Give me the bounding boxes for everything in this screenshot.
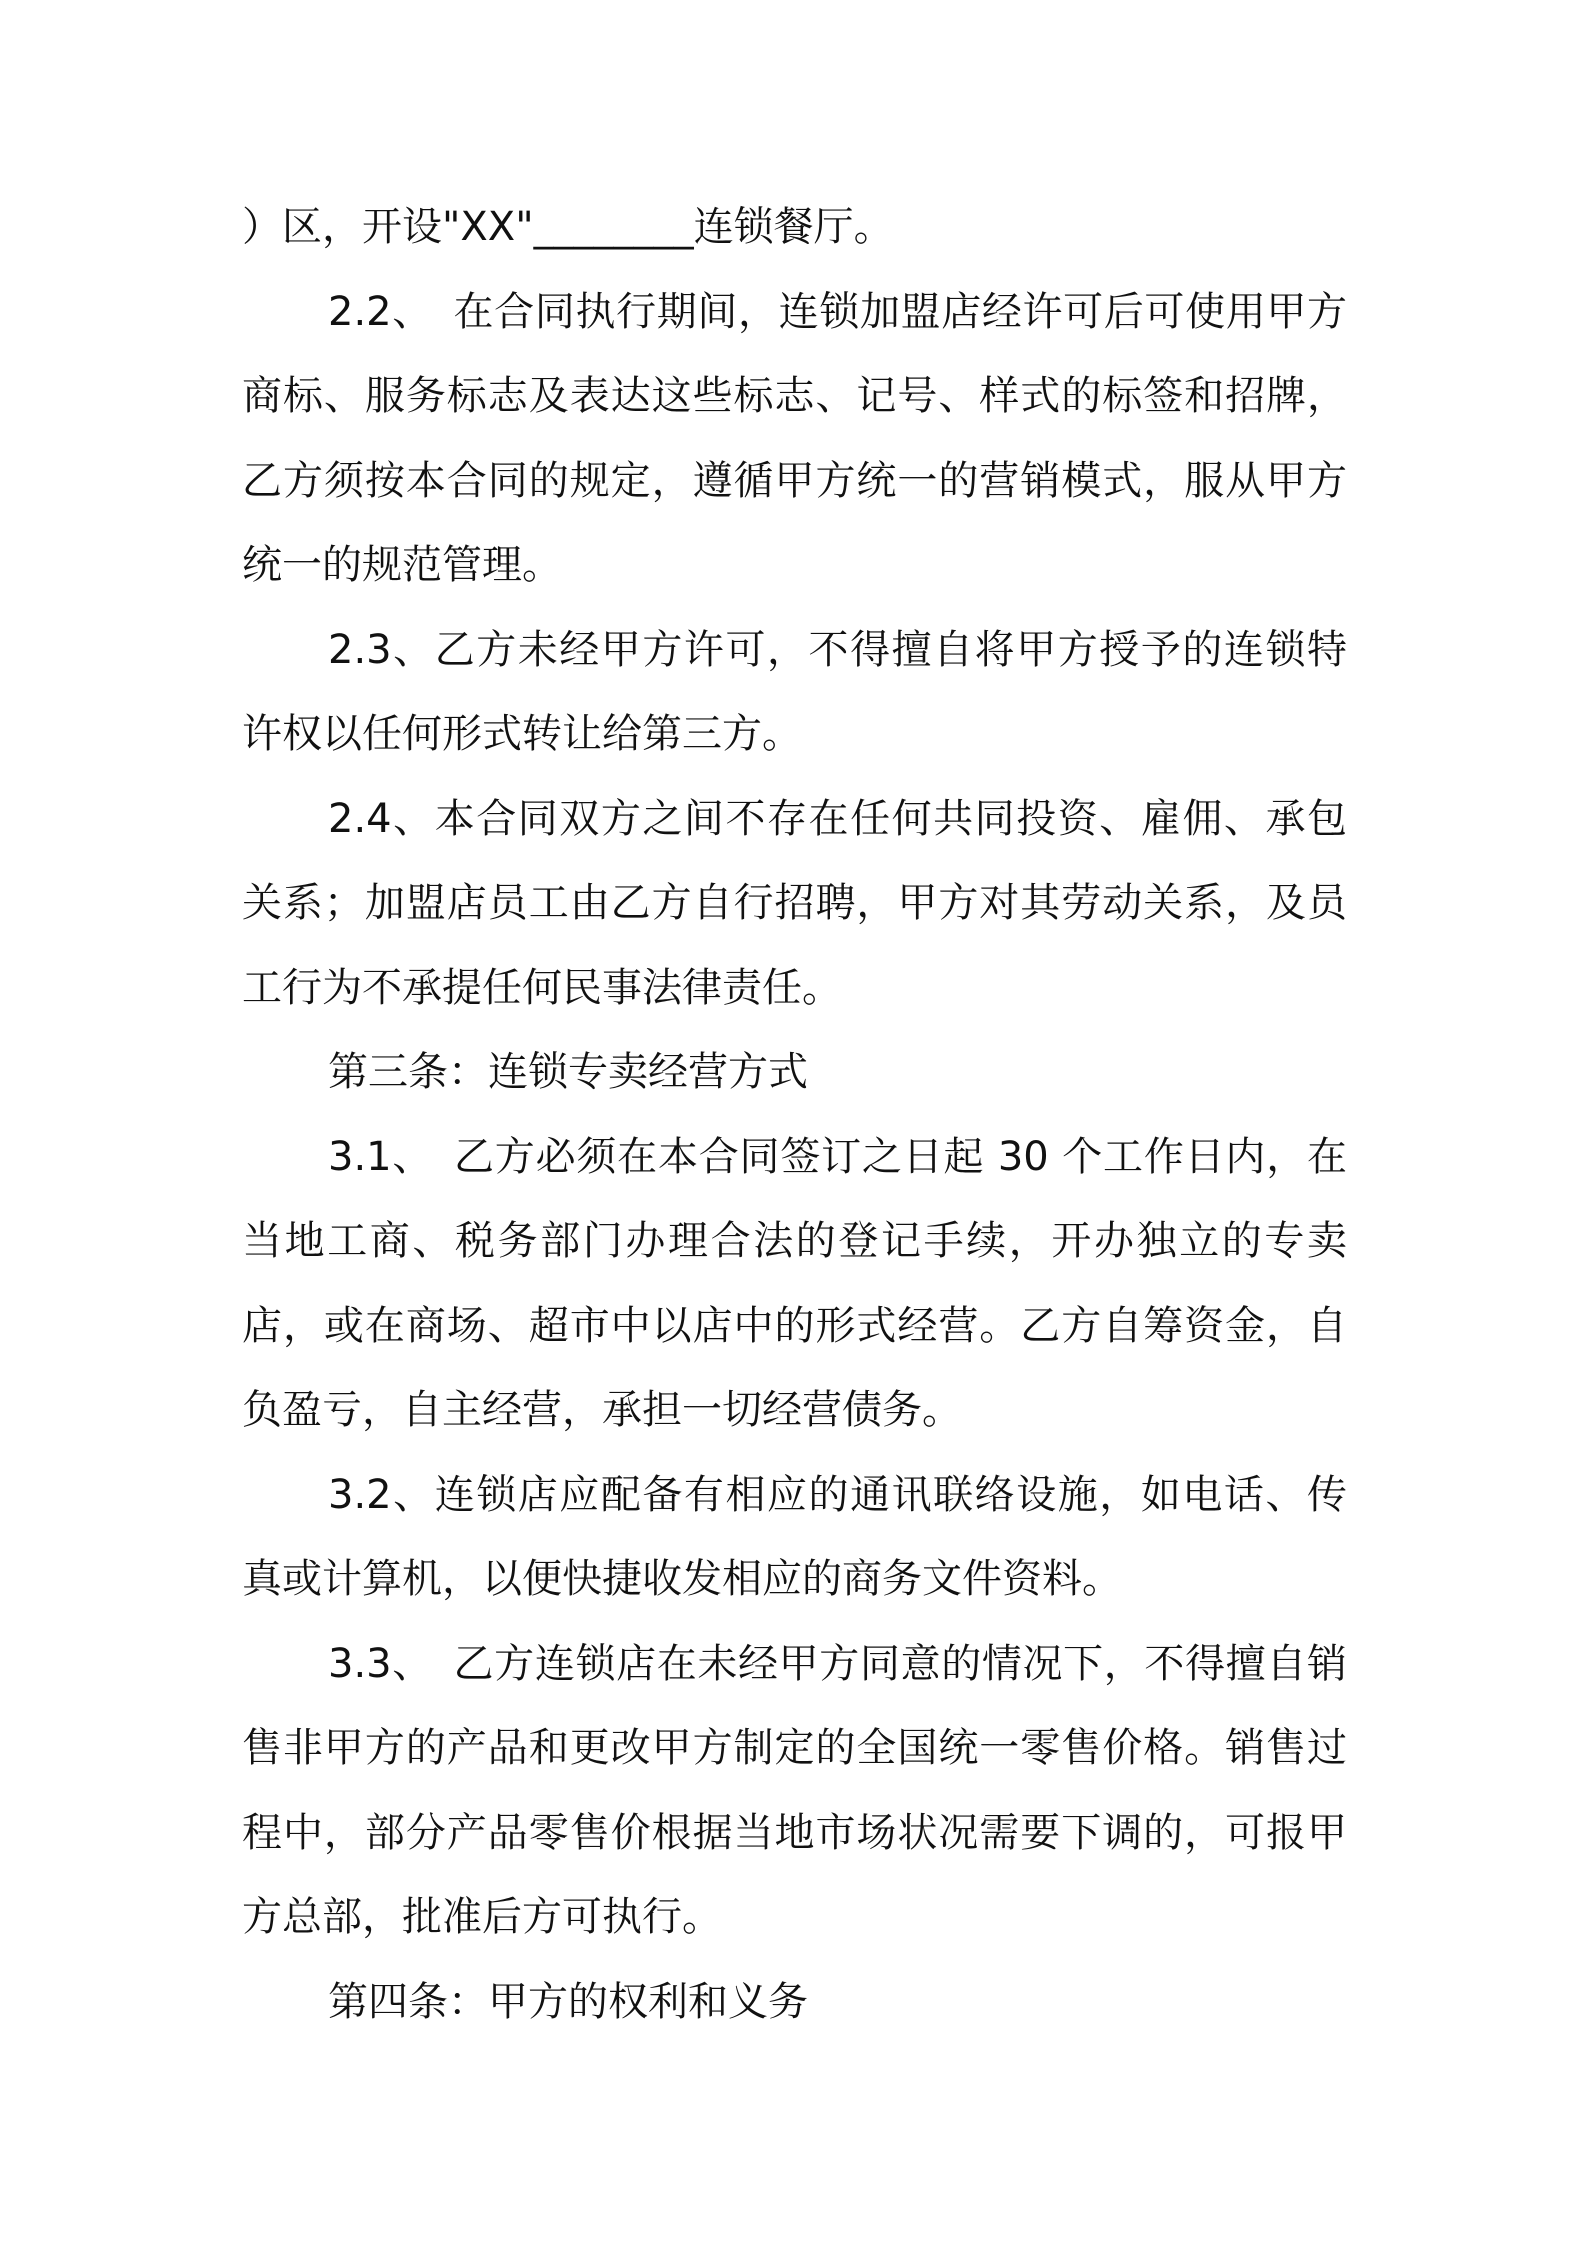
paragraph-clause-3-2: 3.2、连锁店应配备有相应的通讯联络设施，如电话、传真或计算机，以便快捷收发相应的商务文件资料。: [242, 1471, 1347, 1602]
paragraph-clause-2-3: 2.3、乙方未经甲方许可，不得擅自将甲方授予的连锁特许权以任何形式转让给第三方。: [242, 626, 1347, 757]
section-heading-article-3: 第三条：连锁专卖经营方式: [328, 1049, 808, 1095]
paragraph-clause-2-4: 2.4、本合同双方之间不存在任何共同投资、雇佣、承包关系；加盟店员工由乙方自行招聘，甲方对其劳动关系，及员工行为不承提任何民事法律责任。: [242, 795, 1347, 1011]
paragraph-clause-2-2: 2.2、 在合同执行期间，连锁加盟店经许可后可使用甲方商标、服务标志及表达这些标志、记号、样式的标签和招牌，乙方须按本合同的规定，遵循甲方统一的营销模式，服从甲方统一的规范管理。: [242, 288, 1347, 588]
section-heading-article-4: 第四条：甲方的权利和义务: [328, 1978, 808, 2025]
paragraph-continuation: ）区，开设"XX"________连锁餐厅。: [242, 204, 894, 250]
document-body: [242, 185, 1347, 2044]
paragraph-clause-3-3: 3.3、 乙方连锁店在未经甲方同意的情况下，不得擅自销售非甲方的产品和更改甲方制定的全国统一零售价格。销售过程中，部分产品零售价根据当地市场状况需要下调的，可报甲方总部，批准后方可执行。: [242, 1640, 1347, 1940]
paragraph-clause-3-1: 3.1、 乙方必须在本合同签订之日起 30 个工作日内，在当地工商、税务部门办理合法的登记手续，开办独立的专卖店，或在商场、超市中以店中的形式经营。乙方自筹资金，自负盈亏，自主经营，承担一切经营债务。: [242, 1133, 1347, 1433]
